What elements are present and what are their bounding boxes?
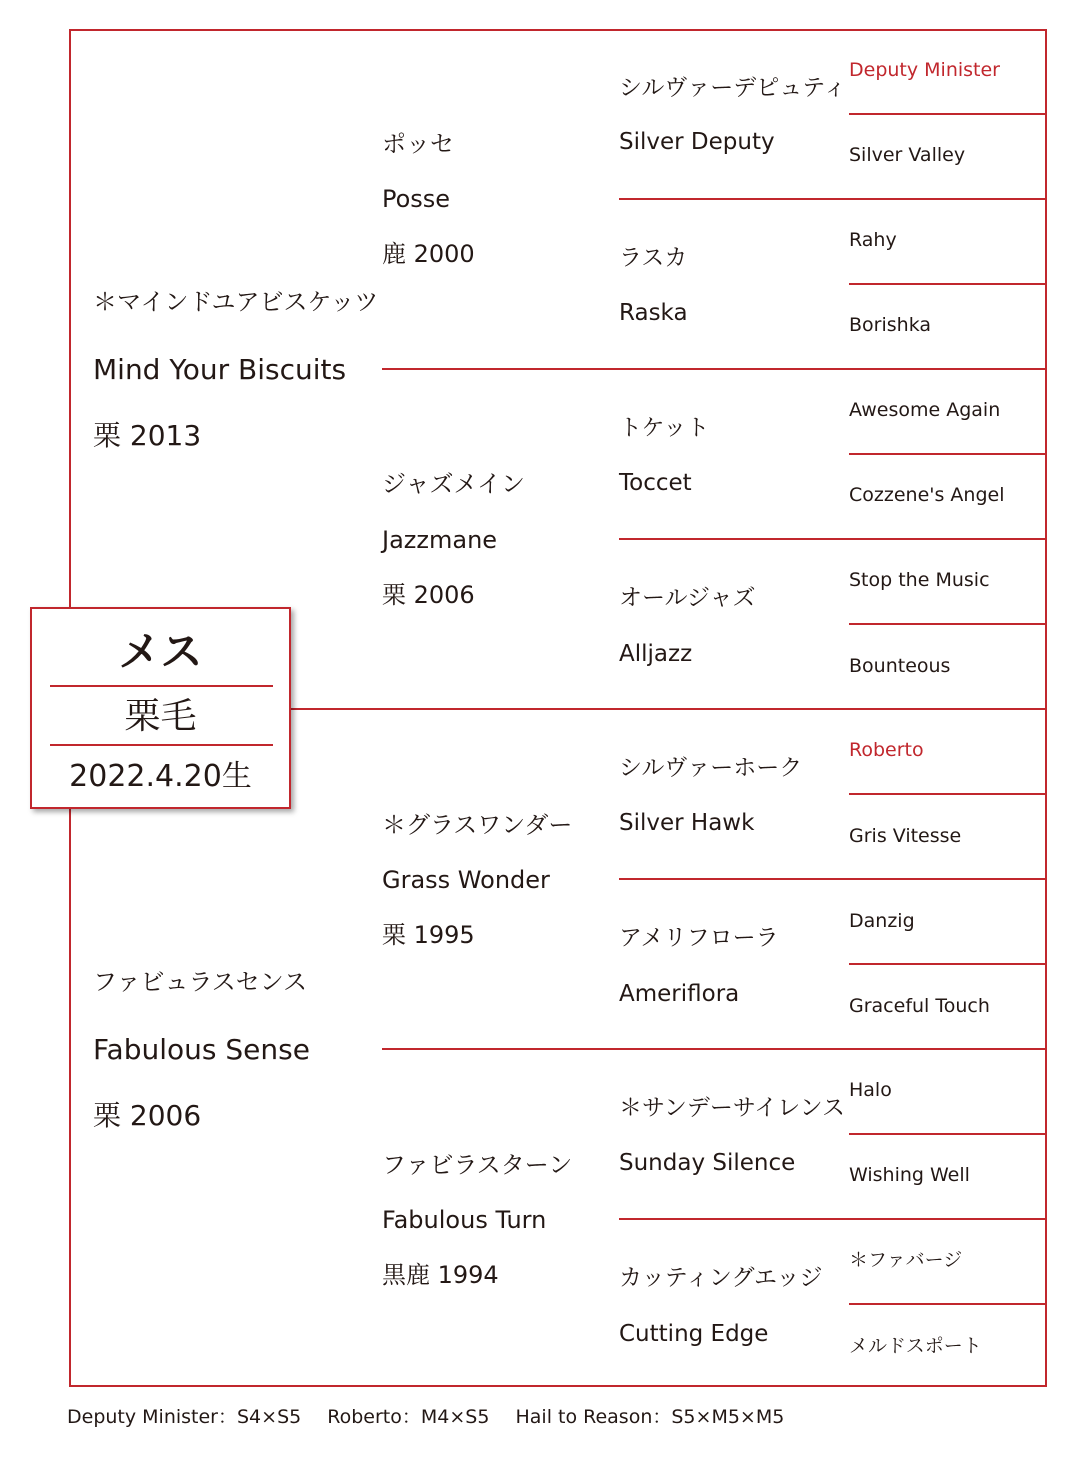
gen1-dam-kana: ファビュラスセンス <box>93 968 308 996</box>
gen2-name: Posse <box>382 185 451 213</box>
gen2-name: Jazzmane <box>382 526 498 554</box>
gen3-kana: アメリフローラ <box>619 925 779 951</box>
gen2-kana: ポッセ <box>382 130 454 158</box>
gen4-name: Cozzene's Angel <box>849 484 1005 506</box>
divider-gen2-sire <box>382 368 1047 370</box>
gen4-name: Rahy <box>849 229 897 251</box>
gen2-info: 栗 2006 <box>382 581 475 609</box>
gen3-kana: ラスカ <box>619 245 688 271</box>
divider-gen3 <box>619 1218 1047 1220</box>
gen2-info: 栗 1995 <box>382 921 475 949</box>
gen3-name: Toccet <box>619 470 692 496</box>
subject-sex: メス <box>118 627 203 676</box>
gen3-kana: シルヴァーデピュティ <box>619 75 847 101</box>
gen1-sire-kana: ＊マインドユアビスケッツ <box>93 288 379 316</box>
divider-gen3 <box>619 878 1047 880</box>
gen3-kana: ＊サンデーサイレンス <box>619 1095 845 1121</box>
gen3-name: Alljazz <box>619 641 693 667</box>
gen4-name: Danzig <box>849 910 915 932</box>
divider-gen2-dam <box>382 1048 1047 1050</box>
gen2-kana: ファビラスターン <box>382 1151 573 1179</box>
gen2-info: 黒鹿 1994 <box>382 1261 499 1289</box>
gen4-name-inbred: Roberto <box>849 739 924 761</box>
gen1-sire-name: Mind Your Biscuits <box>93 353 347 386</box>
subject-birth: 2022.4.20生 <box>69 759 252 794</box>
subject-color: 栗毛 <box>124 696 197 737</box>
divider-gen4 <box>849 1303 1047 1305</box>
inbreeding-cross: Hail to Reason：S5×M5×M5 <box>515 1406 785 1428</box>
gen3-name: Raska <box>619 300 688 326</box>
gen3-kana: カッティングエッジ <box>619 1265 823 1291</box>
divider-gen4 <box>849 793 1047 795</box>
gen3-name: Silver Deputy <box>619 129 775 155</box>
gen2-kana: ＊グラスワンダー <box>382 811 573 839</box>
gen4-name: メルドスポート <box>849 1335 982 1357</box>
subject-divider <box>50 685 273 687</box>
gen1-sire-info: 栗 2013 <box>93 419 202 452</box>
gen3-kana: トケット <box>619 415 710 441</box>
gen4-name: Borishka <box>849 314 932 336</box>
divider-gen4 <box>849 1133 1047 1135</box>
divider-gen4 <box>849 283 1047 285</box>
divider-gen4 <box>849 453 1047 455</box>
inbreeding-cross: Deputy Minister：S4×S5 <box>67 1406 302 1428</box>
gen3-name: Ameriflora <box>619 981 740 1007</box>
gen3-kana: シルヴァーホーク <box>619 755 803 781</box>
inbreeding-cross: Roberto：M4×S5 <box>327 1406 490 1428</box>
gen4-name: Awesome Again <box>849 399 1001 421</box>
gen4-name: Stop the Music <box>849 569 990 591</box>
gen4-name: Silver Valley <box>849 144 966 166</box>
gen4-name: Gris Vitesse <box>849 825 962 847</box>
gen4-name: Halo <box>849 1079 892 1101</box>
gen2-info: 鹿 2000 <box>382 240 475 268</box>
gen4-name: Graceful Touch <box>849 995 990 1017</box>
subject-divider <box>50 744 273 746</box>
gen4-name: ＊ファバージ <box>849 1249 963 1271</box>
gen3-name: Cutting Edge <box>619 1321 769 1347</box>
gen3-kana: オールジャズ <box>619 585 756 611</box>
divider-gen3 <box>619 198 1047 200</box>
gen4-name-inbred: Deputy Minister <box>849 59 1000 81</box>
gen4-name: Wishing Well <box>849 1164 970 1186</box>
divider-gen4 <box>849 113 1047 115</box>
gen1-dam-name: Fabulous Sense <box>93 1033 310 1066</box>
inbreeding-note <box>67 1402 804 1429</box>
divider-gen4 <box>849 963 1047 965</box>
gen3-name: Sunday Silence <box>619 1150 796 1176</box>
divider-gen3 <box>619 538 1047 540</box>
divider-gen1 <box>291 708 1047 710</box>
gen1-dam-info: 栗 2006 <box>93 1099 202 1132</box>
gen3-name: Silver Hawk <box>619 810 755 836</box>
gen2-name: Fabulous Turn <box>382 1206 547 1234</box>
divider-gen4 <box>849 623 1047 625</box>
subject-horse-box <box>30 607 291 809</box>
gen2-kana: ジャズメイン <box>382 470 526 498</box>
gen2-name: Grass Wonder <box>382 866 550 894</box>
gen4-name: Bounteous <box>849 655 951 677</box>
